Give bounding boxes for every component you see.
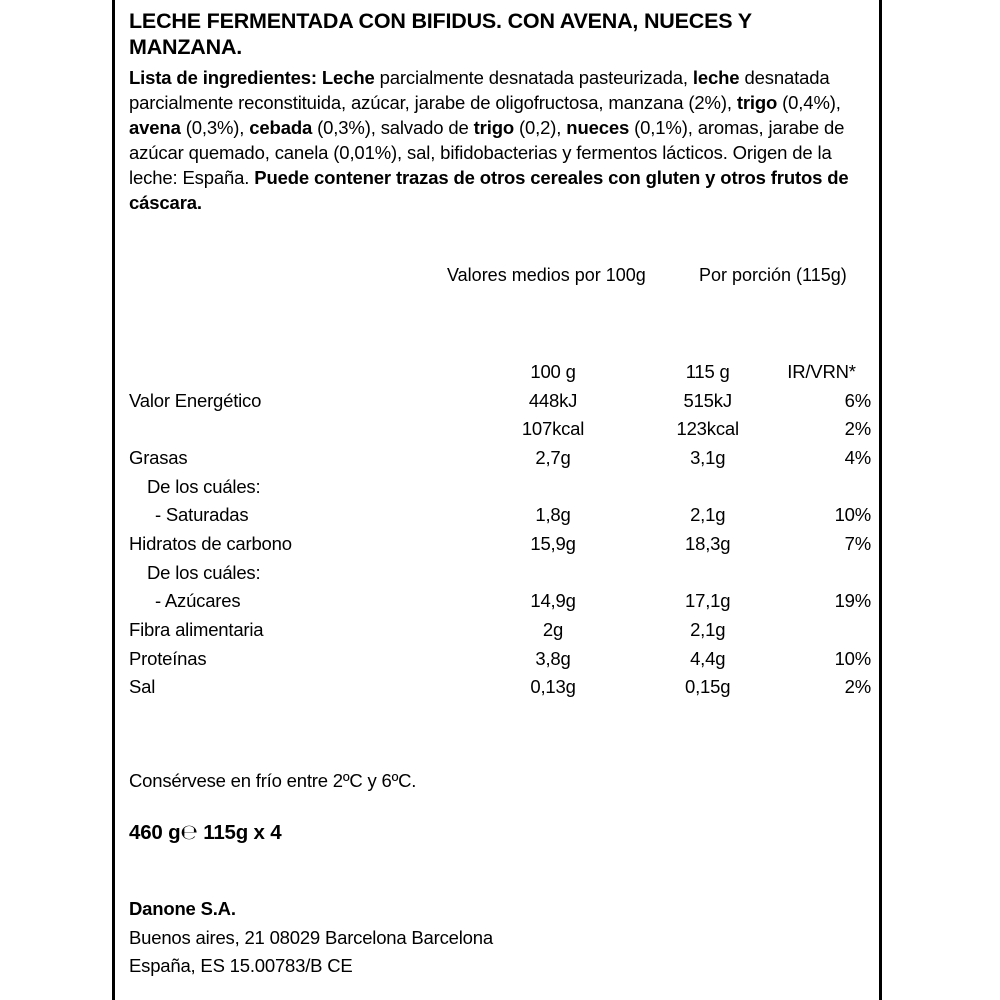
ingredients-paragraph [129,66,865,216]
row-label: Fibra alimentaria [129,619,264,641]
row-pct: 4% [844,447,871,469]
header-per-100g: Valores medios por 100g [447,265,646,285]
ingredient-leche-2: leche [692,67,740,89]
table-row [129,473,871,502]
row-label: De los cuáles: [147,561,261,583]
row-label [129,415,470,444]
allergen-warning: Puede contener trazas de otros cereales con gluten y otros frutos de cáscara. [129,167,849,214]
header-col-irvrn: IR/VRN* [787,361,856,382]
row-pct: 10% [834,504,871,526]
nutrition-table-body [129,358,871,702]
table-row [129,587,871,616]
row-per100: 1,8g [535,504,571,526]
row-per100 [470,559,636,588]
ingredients-cebada-pct: (0,3%), salvado de [312,117,474,139]
row-pct: 2% [844,676,871,698]
row-per115 [636,559,779,588]
row-per115: 0,15g [685,676,731,698]
row-per115: 515kJ [683,389,732,411]
row-per100: 0,13g [530,676,576,698]
row-per115: 123kcal [676,418,739,440]
ingredients-trigo2-pct: (0,2), [514,117,567,139]
net-weight-portions: 115g x 4 [203,821,282,844]
row-per100 [470,473,636,502]
row-label: Sal [129,676,156,698]
nutrition-label-panel [112,0,882,1000]
table-row [129,645,871,674]
row-pct: 19% [834,590,871,612]
row-per115: 17,1g [685,590,731,612]
table-header-row [129,358,871,387]
row-pct: 2% [844,418,871,440]
ingredients-text-1: parcialmente desnatada pasteurizada, [374,67,693,89]
table-row [129,444,871,473]
row-pct [779,616,871,645]
table-row [129,415,871,444]
table-row [129,673,871,702]
table-row [129,387,871,416]
row-label: - Azúcares [155,590,241,612]
table-row [129,559,871,588]
row-per115: 3,1g [690,447,726,469]
row-per115 [636,473,779,502]
row-label: - Saturadas [155,504,249,526]
row-pct [779,559,871,588]
row-pct: 7% [844,533,871,555]
header-blank [129,358,470,387]
product-title: LECHE FERMENTADA CON BIFIDUS. CON AVENA, NUECES Y MANZANA. [129,9,752,60]
row-pct [779,473,871,502]
company-name: Danone S.A. [129,898,236,919]
ingredients-tail: (0,1%), aromas, jarabe de azúcar quemado, canela (0,01%), sal, bifidobacterias y fermentos lácticos. Origen de la leche: España. [129,117,845,189]
ingredients-trigo-pct: (0,4%), [777,92,841,114]
row-per115: 18,3g [685,533,731,555]
net-weight [129,820,281,845]
row-label: Hidratos de carbono [129,533,292,555]
row-pct: 6% [844,389,871,411]
row-label: Grasas [129,447,188,469]
row-per100: 14,9g [530,590,576,612]
row-per100: 3,8g [535,647,571,669]
row-per100: 107kcal [521,418,585,440]
header-per-portion: Por porción (115g) [699,265,847,285]
nutrition-table [129,358,871,702]
row-pct: 10% [834,647,871,669]
table-row [129,530,871,559]
row-per100: 448kJ [528,389,578,411]
row-per115: 4,4g [690,647,726,669]
company-country: España, ES 15.00783/B CE [129,955,353,977]
ingredient-trigo-2: trigo [473,117,515,139]
ingredients-avena-pct: (0,3%), [180,117,250,139]
ingredient-nueces: nueces [566,117,630,139]
ingredient-cebada: cebada [249,117,313,139]
ingredient-avena: avena [129,117,181,139]
company-address: Buenos aires, 21 08029 Barcelona Barcelona [129,926,493,948]
row-per100: 2g [542,619,564,641]
header-col-115g: 115 g [685,361,730,382]
ingredient-trigo: trigo [736,92,778,114]
row-per100: 2,7g [535,447,571,469]
row-per115: 2,1g [690,619,726,641]
row-label: Proteínas [129,647,207,669]
row-label: De los cuáles: [147,475,261,497]
ingredients-text-2: desnatada parcialmente reconstituida, azúcar, jarabe de oligofructosa, manzana (2%), [129,67,830,114]
ingredients-label: Lista de ingredientes: [129,67,317,89]
company-block [129,895,493,981]
storage-instructions: Consérvese en frío entre 2ºC y 6ºC. [129,770,417,791]
header-col-100g: 100 g [530,361,576,382]
estimated-sign-icon: ℮ [180,820,198,844]
table-row [129,501,871,530]
row-per100: 15,9g [530,533,576,555]
ingredient-leche-1: Leche [316,67,375,89]
row-per115: 2,1g [690,504,726,526]
net-weight-value: 460 g [129,821,181,844]
table-row [129,616,871,645]
row-label: Valor Energético [129,389,262,411]
